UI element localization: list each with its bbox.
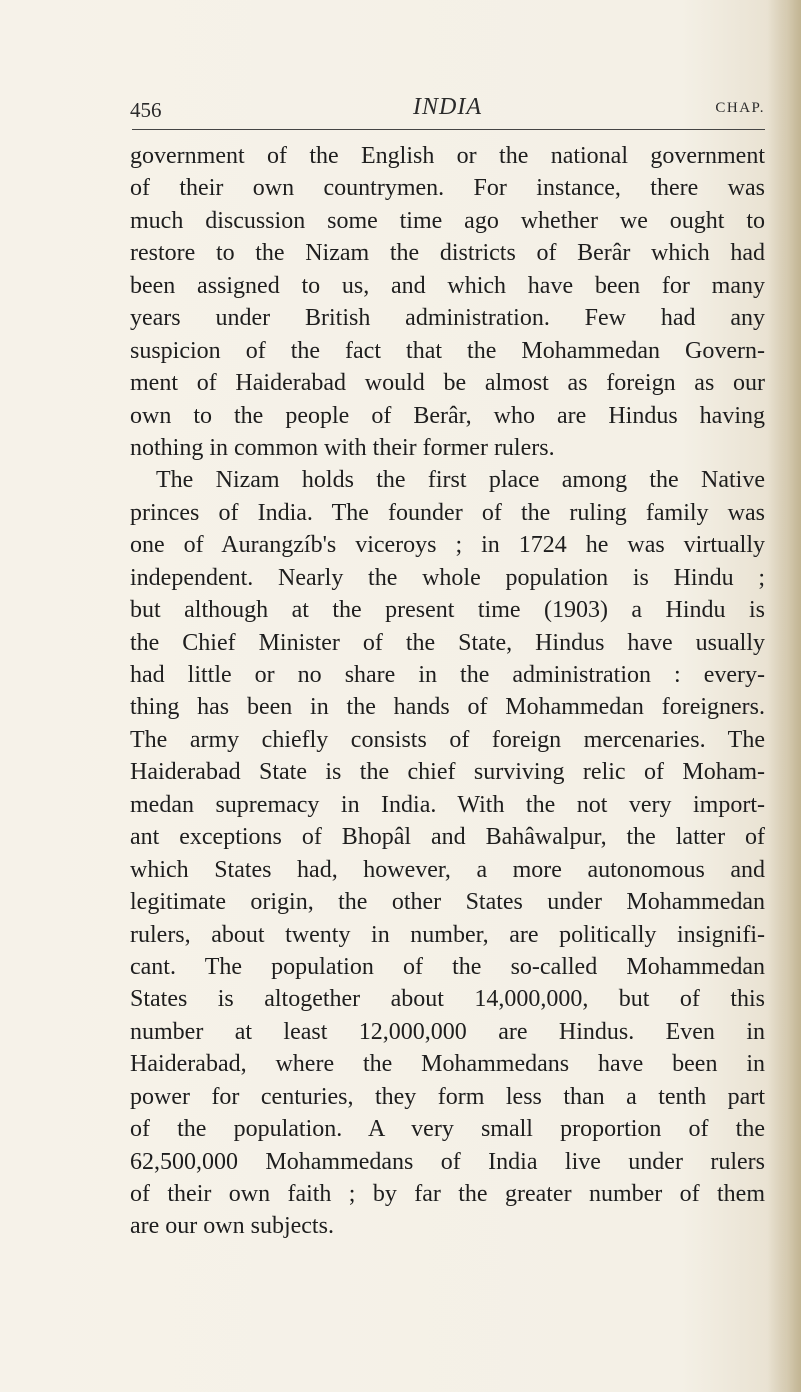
text-line: medan supremacy in India. With the not very import- — [130, 791, 765, 818]
text-line: cant. The population of the so-called Mohammedan — [130, 953, 765, 980]
text-line: but although at the present time (1903) a Hindu is — [130, 597, 765, 624]
text-line: restore to the Nizam the districts of Berâr which had — [130, 240, 765, 267]
page-edge-shadow — [767, 0, 801, 1392]
text-line: been assigned to us, and which have been for many — [130, 272, 765, 299]
text-line: years under British administration. Few had any — [130, 305, 765, 332]
text-line: independent. Nearly the whole population is Hindu ; — [130, 564, 765, 591]
paragraph-start-line: The Nizam holds the first place among the Native — [156, 467, 765, 494]
text-line: of their own countrymen. For instance, there was — [130, 175, 765, 202]
text-line: number at least 12,000,000 are Hindus. Even in — [130, 1018, 765, 1045]
text-line: own to the people of Berâr, who are Hindus having — [130, 402, 765, 429]
running-title: INDIA — [413, 94, 482, 120]
text-line: princes of India. The founder of the ruling family was — [130, 499, 765, 526]
text-line: rulers, about twenty in number, are politically insignifi- — [130, 921, 765, 948]
text-line: States is altogether about 14,000,000, but of this — [130, 986, 765, 1013]
text-line: much discussion some time ago whether we ought to — [130, 207, 765, 234]
text-line: of the population. A very small proportion of the — [130, 1116, 765, 1143]
paragraph-end-line: nothing in common with their former rulers. — [130, 434, 555, 461]
text-line: The army chiefly consists of foreign mercenaries. The — [130, 726, 765, 753]
text-line: one of Aurangzíb's viceroys ; in 1724 he was virtually — [130, 532, 765, 559]
body-text — [130, 140, 765, 1243]
text-line: Haiderabad, where the Mohammedans have been in — [130, 1051, 765, 1078]
text-line: government of the English or the national government — [130, 143, 765, 169]
chapter-label: CHAP. — [715, 100, 765, 116]
text-line: Haiderabad State is the chief surviving relic of Moham- — [130, 759, 765, 786]
text-line: the Chief Minister of the State, Hindus have usually — [130, 629, 765, 656]
text-line: ant exceptions of Bhopâl and Bahâwalpur, the latter of — [130, 824, 765, 851]
text-line: which States had, however, a more autonomous and — [130, 856, 765, 883]
text-line: ment of Haiderabad would be almost as foreign as our — [130, 370, 765, 397]
text-line: of their own faith ; by far the greater number of them — [130, 1181, 765, 1207]
text-line: power for centuries, they form less than a tenth part — [130, 1083, 765, 1110]
header-rule — [132, 129, 765, 130]
text-line: thing has been in the hands of Mohammedan foreigners. — [130, 694, 765, 721]
paragraph-end-line: are our own subjects. — [130, 1213, 334, 1240]
text-line: suspicion of the fact that the Mohammedan Govern- — [130, 337, 765, 364]
page-header — [130, 84, 765, 128]
text-line: had little or no share in the administration : every- — [130, 662, 765, 688]
page-number: 456 — [130, 98, 162, 122]
text-line: legitimate origin, the other States under Mohammedan — [130, 889, 765, 916]
text-line: 62,500,000 Mohammedans of India live under rulers — [130, 1148, 765, 1175]
